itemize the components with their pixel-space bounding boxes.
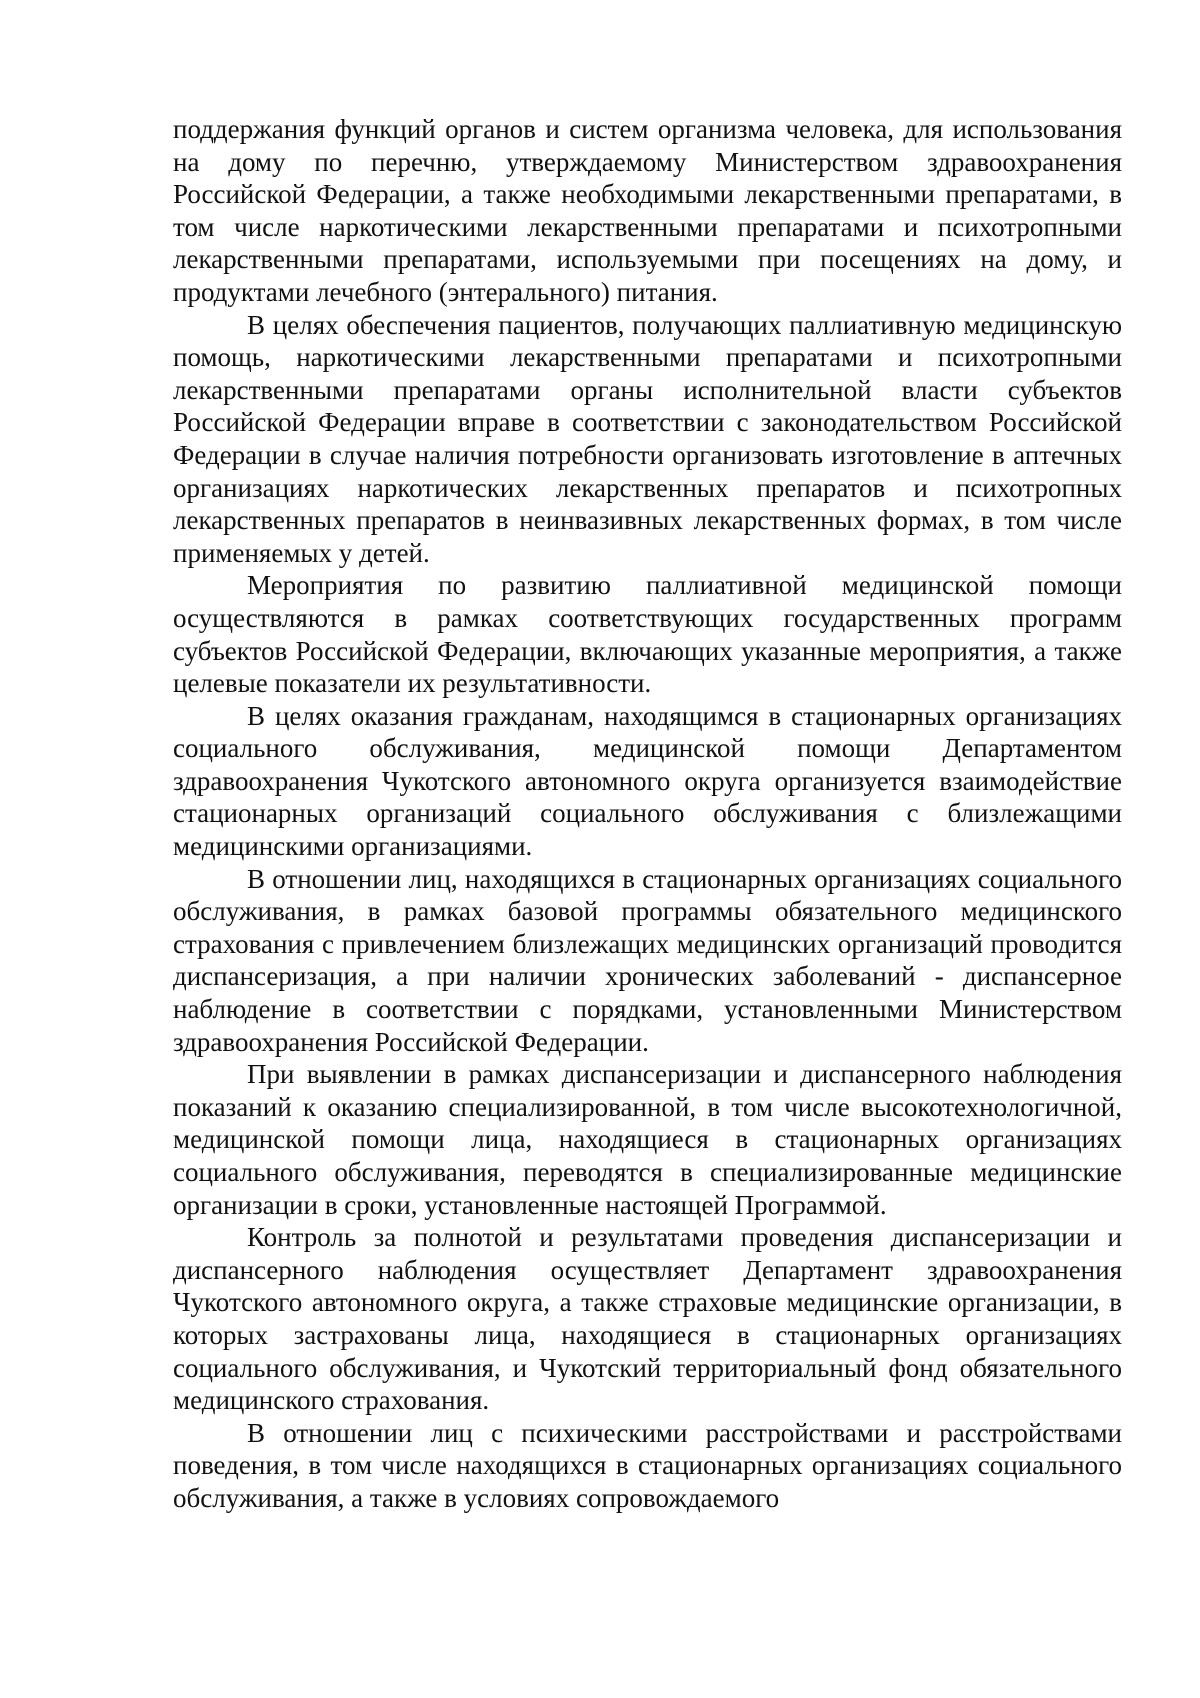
paragraph-control: Контроль за полнотой и результатами проведения диспансеризации и диспансерного наблюдения осуществляет Департамент здравоохранения Чукотского автономного округа, а также страховые медицинские организации, в которых застрахованы лица, находящиеся в стационарных организациях социального обслуживания, и Чукотский территориальный фонд обязательного медицинского страхования. <box>173 1222 1122 1416</box>
paragraph-social-service-interaction: В целях оказания гражданам, находящимся в стационарных организациях социального обслуживания, медицинской помощи Департаментом здравоохранения Чукотского автономного округа организуется взаимодействие стационарных организаций социального обслуживания с близлежащими медицинскими организациями. <box>173 700 1122 862</box>
paragraph-narcotic-drugs-manufacture: В целях обеспечения пациентов, получающих паллиативную медицинскую помощь, наркотическими лекарственными препаратами и психотропными лекарственными препаратами органы исполнительной власти субъектов Российской Федерации вправе в соответствии с законодательством Российской Федерации в случае наличия потребности организовать изготовление в аптечных организациях наркотических лекарственных препаратов и психотропных лекарственных препаратов в неинвазивных лекарственных формах, в том числе применяемых у детей. <box>173 309 1122 568</box>
paragraph-mental-disorders: В отношении лиц с психическими расстройствами и расстройствами поведения, в том числе находящихся в стационарных организациях социального обслуживания, а также в условиях сопровождаемого <box>173 1417 1122 1513</box>
document-body <box>173 113 1122 1515</box>
paragraph-dispensarization: В отношении лиц, находящихся в стационарных организациях социального обслуживания, в рамках базовой программы обязательного медицинского страхования с привлечением близлежащих медицинских организаций проводится диспансеризация, а при наличии хронических заболеваний - диспансерное наблюдение в соответствии с порядками, установленными Министерством здравоохранения Российской Федерации. <box>173 863 1122 1057</box>
paragraph-continuation: поддержания функций органов и систем организма человека, для использования на дому по перечню, утверждаемому Министерством здравоохранения Российской Федерации, а также необходимыми лекарственными препаратами, в том числе наркотическими лекарственными препаратами и психотропными лекарственными препаратами, используемыми при посещениях на дому, и продуктами лечебного (энтерального) питания. <box>173 114 1122 307</box>
paragraph-palliative-programs: Мероприятия по развитию паллиативной медицинской помощи осуществляются в рамках соответствующих государственных программ субъектов Российской Федерации, включающих указанные мероприятия, а также целевые показатели их результативности. <box>173 570 1122 699</box>
paragraph-specialized-care-transfer: При выявлении в рамках диспансеризации и диспансерного наблюдения показаний к оказанию специализированной, в том числе высокотехнологичной, медицинской помощи лица, находящиеся в стационарных организациях социального обслуживания, переводятся в специализированные медицинские организации в сроки, установленные настоящей Программой. <box>173 1059 1122 1220</box>
